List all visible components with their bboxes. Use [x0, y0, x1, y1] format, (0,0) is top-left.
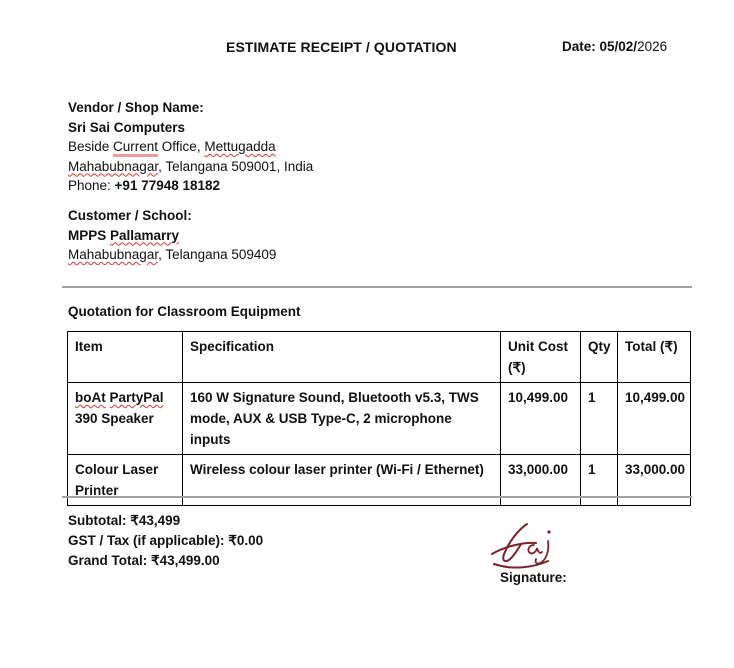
customer-block [68, 206, 276, 265]
vendor-heading: Vendor / Shop Name: [68, 100, 204, 115]
phone-number: +91 77948 18182 [114, 178, 221, 193]
cell-item: Colour Laser Printer [68, 455, 183, 506]
customer-address-rest: , Telangana 509409 [158, 247, 277, 262]
grammar-flagged-word: Current [113, 139, 158, 157]
col-header-total: Total (₹) [618, 332, 691, 383]
table-row-speaker [68, 383, 691, 455]
grand-total-line: Grand Total: ₹43,499.00 [68, 553, 220, 568]
document-title: ESTIMATE RECEIPT / QUOTATION [226, 39, 457, 55]
subtotal-line: Subtotal: ₹43,499 [68, 513, 181, 528]
customer-address [68, 245, 276, 265]
vendor-address-line2 [68, 157, 313, 177]
cell-specification: Wireless colour laser printer (Wi-Fi / Ethernet) [183, 455, 501, 506]
vendor-block [68, 98, 313, 196]
col-header-specification: Specification [183, 332, 501, 383]
date-label: Date: [562, 39, 600, 54]
section-divider-top [62, 286, 692, 288]
col-header-unit-cost: Unit Cost (₹) [501, 332, 581, 383]
cell-qty: 1 [581, 383, 618, 455]
quotation-section-heading: Quotation for Classroom Equipment [68, 304, 301, 319]
cell-qty: 1 [581, 455, 618, 506]
cell-total: 10,499.00 [618, 383, 691, 455]
spell-flagged-word-pallamarry: Pallamarry [110, 227, 180, 243]
vendor-phone [68, 176, 313, 196]
cell-item [68, 383, 183, 455]
customer-name [68, 226, 276, 246]
vendor-address-line1 [68, 137, 313, 157]
address1-mid: Office, [158, 139, 205, 154]
customer-heading: Customer / School: [68, 208, 192, 223]
spell-flagged-word-mettugadda: Mettugadda [204, 139, 276, 154]
quotation-table [67, 331, 691, 506]
section-divider-bottom [62, 496, 692, 498]
spell-flagged-word-boat: boAt [75, 390, 106, 405]
document-date [562, 39, 667, 54]
col-header-qty: Qty [581, 332, 618, 383]
cell-total: 33,000.00 [618, 455, 691, 506]
date-value-daymonth: 05/02/ [599, 39, 638, 54]
signature-ink-scribble-icon [484, 518, 574, 570]
spell-flagged-word-partypal: PartyPal [109, 390, 164, 405]
spell-flagged-word-mahabubnagar: Mahabubnagar [68, 158, 159, 174]
cell-unit-cost: 10,499.00 [501, 383, 581, 455]
address2-rest: , Telangana 509001, India [158, 158, 314, 174]
table-header-row [68, 332, 691, 383]
totals-block [68, 511, 263, 571]
vendor-name: Sri Sai Computers [68, 119, 186, 135]
address1-prefix: Beside [68, 139, 114, 154]
spell-flagged-word-mahabubnagar2: Mahabubnagar [68, 247, 159, 262]
phone-label: Phone: [68, 178, 115, 193]
cell-specification: 160 W Signature Sound, Bluetooth v5.3, TWS mode, AUX & USB Type-C, 2 microphone inputs [183, 383, 501, 455]
item-rest: 390 Speaker [75, 411, 154, 426]
cell-unit-cost: 33,000.00 [501, 455, 581, 506]
gst-line: GST / Tax (if applicable): ₹0.00 [68, 533, 264, 548]
date-value-year: 2026 [637, 39, 668, 54]
col-header-item: Item [68, 332, 183, 383]
signature-label: Signature: [500, 570, 567, 585]
signature-block [480, 518, 610, 585]
customer-name-prefix: MPPS [68, 227, 111, 243]
